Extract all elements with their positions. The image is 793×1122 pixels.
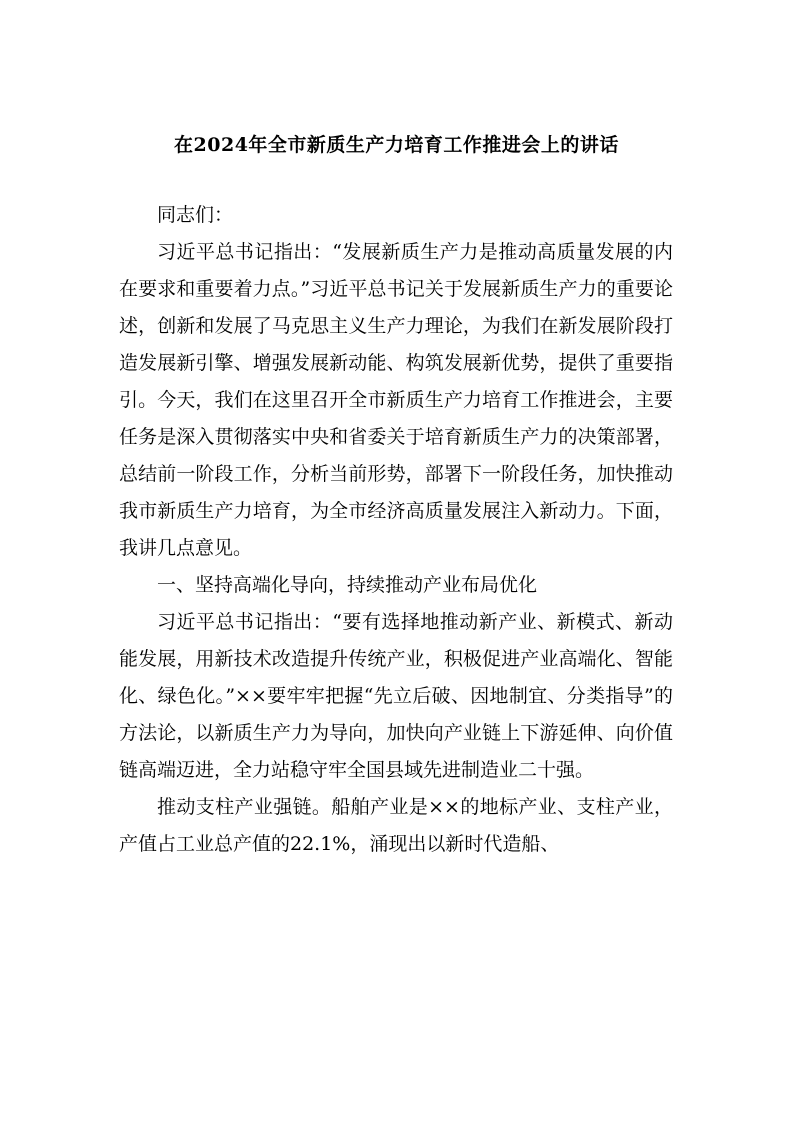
section-paragraph: 习近平总书记指出：“要有选择地推动新产业、新模式、新动能发展，用新技术改造提升传统产业，积极促进产业高端化、智能化、绿色化。”××要牢牢把握“先立后破、因地制宜、分类指导”的方法论，以新质生产力为导向，加快向产业链上下游延伸、向价值链高端迈进，全力站稳守牢全国县域先进制造业二十强。: [119, 611, 673, 781]
document-title: 在2024年全市新质生产力培育工作推进会上的讲话: [174, 134, 619, 156]
document-body: [119, 197, 673, 863]
subsection-paragraph: 推动支柱产业强链。船舶产业是××的地标产业、支柱产业，产值占工业总产值的22.1%，涌现出以新时代造船、: [119, 796, 673, 855]
salutation-paragraph: 同志们：: [157, 204, 234, 226]
intro-paragraph: 习近平总书记指出：“发展新质生产力是推动高质量发展的内在要求和重要着力点。”习近平总书记关于发展新质生产力的重要论述，创新和发展了马克思主义生产力理论，为我们在新发展阶段打造发展新引擎、增强发展新动能、构筑发展新优势，提供了重要指引。今天，我们在这里召开全市新质生产力培育工作推进会，主要任务是深入贯彻落实中央和省委关于培育新质生产力的决策部署，总结前一阶段工作，分析当前形势，部署下一阶段任务，加快推动我市新质生产力培育，为全市经济高质量发展注入新动力。下面，我讲几点意见。: [119, 241, 673, 559]
section-heading: 一、坚持高端化导向，持续推动产业布局优化: [157, 574, 538, 596]
